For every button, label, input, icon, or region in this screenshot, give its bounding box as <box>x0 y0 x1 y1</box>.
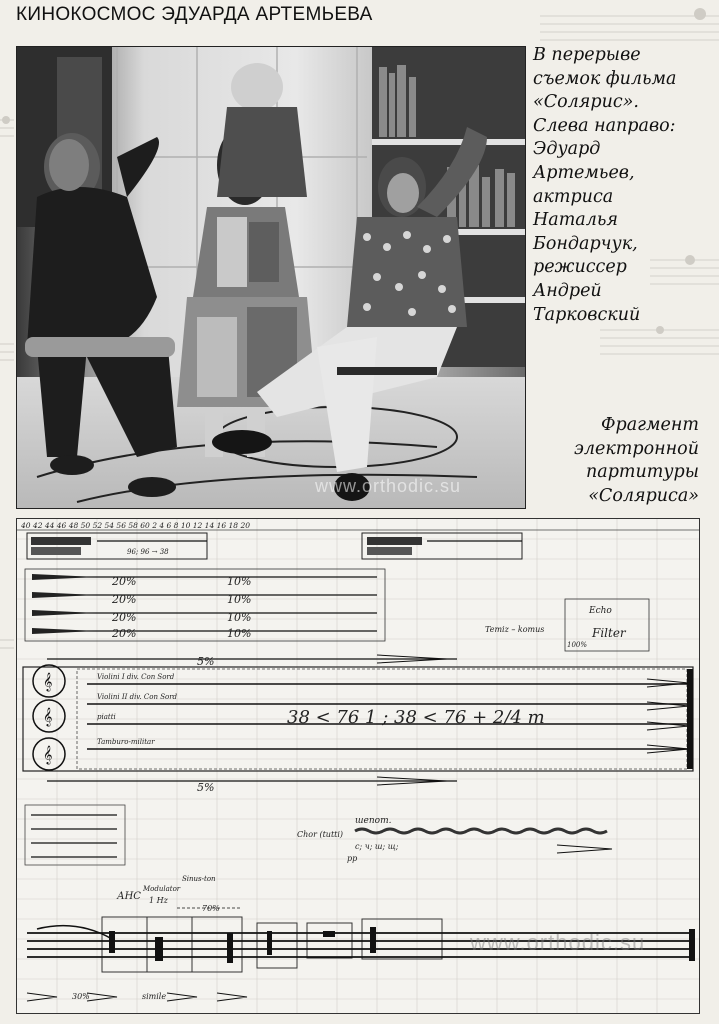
percent-label: 5% <box>197 781 215 794</box>
caption-line: «Солярис». <box>533 92 639 113</box>
svg-text:𝄞: 𝄞 <box>43 707 53 726</box>
percent-label: 10% <box>227 611 252 624</box>
caption-line: Наталья <box>533 210 618 231</box>
score-caption <box>574 414 699 508</box>
frequency-label: 1 Hz <box>149 896 168 905</box>
photo-watermark: www.orthodic.su <box>315 476 462 496</box>
filter-label: Filter <box>592 626 626 640</box>
caption-line: Бондарчук, <box>533 233 638 254</box>
percent-label: 10% <box>227 575 252 588</box>
caption-line: Тарковский <box>533 304 641 325</box>
percent-label: 5% <box>197 655 215 668</box>
violini-1-label: Violini I div. Con Sord <box>97 673 175 681</box>
percent-label: 30% <box>72 992 90 1001</box>
piatti-label: piatti <box>97 713 116 721</box>
percent-label: 20% <box>112 627 137 640</box>
whisper-label: шепот. <box>355 816 392 826</box>
score-watermark: www.orthodic.su <box>470 930 646 955</box>
score-ruler: 40 42 44 46 48 50 52 54 56 58 60 2 4 6 8 10 12 14 16 18 20 <box>21 521 251 530</box>
caption-line: Слева направо: <box>533 115 676 136</box>
percent-label: 20% <box>112 611 137 624</box>
score-caption-line: Фрагмент <box>601 415 699 435</box>
caption-line: Эдуард <box>533 139 601 160</box>
percent-label: 10% <box>227 593 252 606</box>
svg-text:𝄞: 𝄞 <box>43 745 53 764</box>
caption-line: Артемьев, <box>533 162 635 183</box>
sinus-label: Sinus-ton <box>182 875 216 883</box>
choir-label: Chor (tutti) <box>297 830 344 839</box>
page-header: КИНОКОСМОС ЭДУАРДА АРТЕМЬЕВА <box>16 4 373 25</box>
caption-line: Андрей <box>533 280 602 301</box>
percent-label: 10% <box>227 627 252 640</box>
caption-line: съемок фильма <box>533 68 677 89</box>
simile-label: simile <box>142 992 167 1001</box>
violini-2-label: Violini II div. Con Sord <box>97 693 178 701</box>
photo-caption <box>533 44 713 327</box>
caption-line: режиссер <box>533 257 627 278</box>
caption-line: актриса <box>533 186 614 207</box>
score-caption-line: электронной <box>574 438 699 459</box>
percent-label: 20% <box>112 575 137 588</box>
formula-text: 38 < 76 1 ; 38 < 76 + 2/4 т <box>287 707 545 728</box>
score-frequencies: 96; 96 → 38 <box>127 548 169 556</box>
score-caption-line: партитуры <box>586 462 699 483</box>
ans-label: АНС <box>117 891 141 902</box>
percent-label: 70% <box>202 904 220 913</box>
echo-label: Echo <box>589 606 612 616</box>
choir-syllables: с; ч; ш; щ; <box>355 842 399 851</box>
modulator-label: Modulator <box>143 885 181 893</box>
svg-text:𝄞: 𝄞 <box>43 672 53 691</box>
dynamic-pp: pp <box>347 854 358 863</box>
tamburo-label: Tamburo-militar <box>97 738 155 746</box>
percent-label: 20% <box>112 593 137 606</box>
caption-line: В перерыве <box>533 45 641 65</box>
film-set-photo <box>16 46 526 509</box>
percent-label: 100% <box>567 641 588 649</box>
tempo-label: Temiz – komus <box>485 625 545 634</box>
score-caption-line: «Соляриса» <box>588 485 699 506</box>
